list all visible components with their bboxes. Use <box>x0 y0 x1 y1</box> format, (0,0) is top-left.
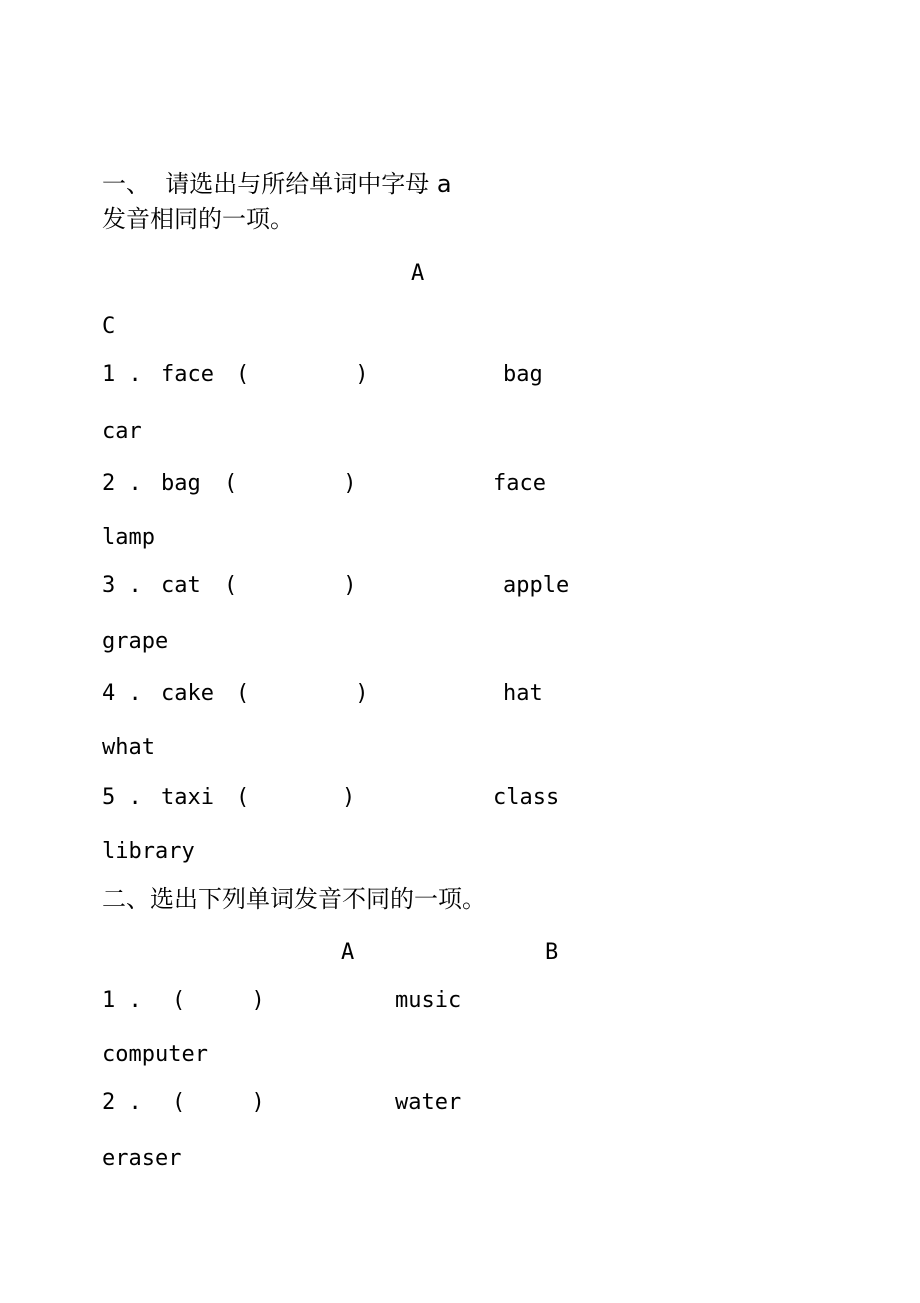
s1-q1-option-c: car <box>102 419 142 444</box>
s1-q4-number: 4 . <box>102 681 142 706</box>
s1-q5-option-b: class <box>493 785 560 810</box>
s1-q1-answer-blank[interactable]: ( ) <box>236 362 369 387</box>
s1-q2-number: 2 . <box>102 471 142 496</box>
s1-q4-option-b: hat <box>503 681 543 706</box>
s1-q3-option-b: apple <box>503 573 570 598</box>
s1-q4-word: cake <box>161 681 214 706</box>
s1-q3-option-c: grape <box>102 629 169 654</box>
s1-q3-word: cat <box>161 573 201 598</box>
s1-q1-word: face <box>161 362 214 387</box>
s1-q5-word: taxi <box>161 785 214 810</box>
s2-q2-option-a: water <box>395 1090 462 1115</box>
section2-column-b-header: B <box>545 940 559 965</box>
s2-q2-answer-blank[interactable]: ( ) <box>172 1090 265 1115</box>
section1-column-a-header: A <box>411 261 425 286</box>
section2-column-a-header: A <box>341 940 355 965</box>
s1-q2-option-b: face <box>493 471 546 496</box>
section1-title-line1: 一、 请选出与所给单词中字母 a <box>102 170 452 198</box>
s1-q5-option-c: library <box>102 839 195 864</box>
s1-q1-number: 1 . <box>102 362 142 387</box>
s1-q4-option-c: what <box>102 735 155 760</box>
s2-q1-option-b: computer <box>102 1042 208 1067</box>
s2-q2-number: 2 . <box>102 1090 142 1115</box>
s1-q3-number: 3 . <box>102 573 142 598</box>
s1-q5-number: 5 . <box>102 785 142 810</box>
s2-q1-number: 1 . <box>102 988 142 1013</box>
s2-q1-answer-blank[interactable]: ( ) <box>172 988 265 1013</box>
section1-column-c-header: C <box>102 314 116 339</box>
s1-q4-answer-blank[interactable]: ( ) <box>236 681 369 706</box>
s1-q3-answer-blank[interactable]: ( ) <box>224 573 357 598</box>
s1-q2-option-c: lamp <box>102 525 155 550</box>
s1-q5-answer-blank[interactable]: ( ) <box>236 785 356 810</box>
s1-q2-answer-blank[interactable]: ( ) <box>224 471 357 496</box>
s1-q1-option-b: bag <box>503 362 543 387</box>
section2-title: 二、选出下列单词发音不同的一项。 <box>102 885 486 913</box>
s2-q1-option-a: music <box>395 988 462 1013</box>
s1-q2-word: bag <box>161 471 201 496</box>
section1-title-line2: 发音相同的一项。 <box>102 205 294 233</box>
s2-q2-option-b: eraser <box>102 1146 182 1171</box>
